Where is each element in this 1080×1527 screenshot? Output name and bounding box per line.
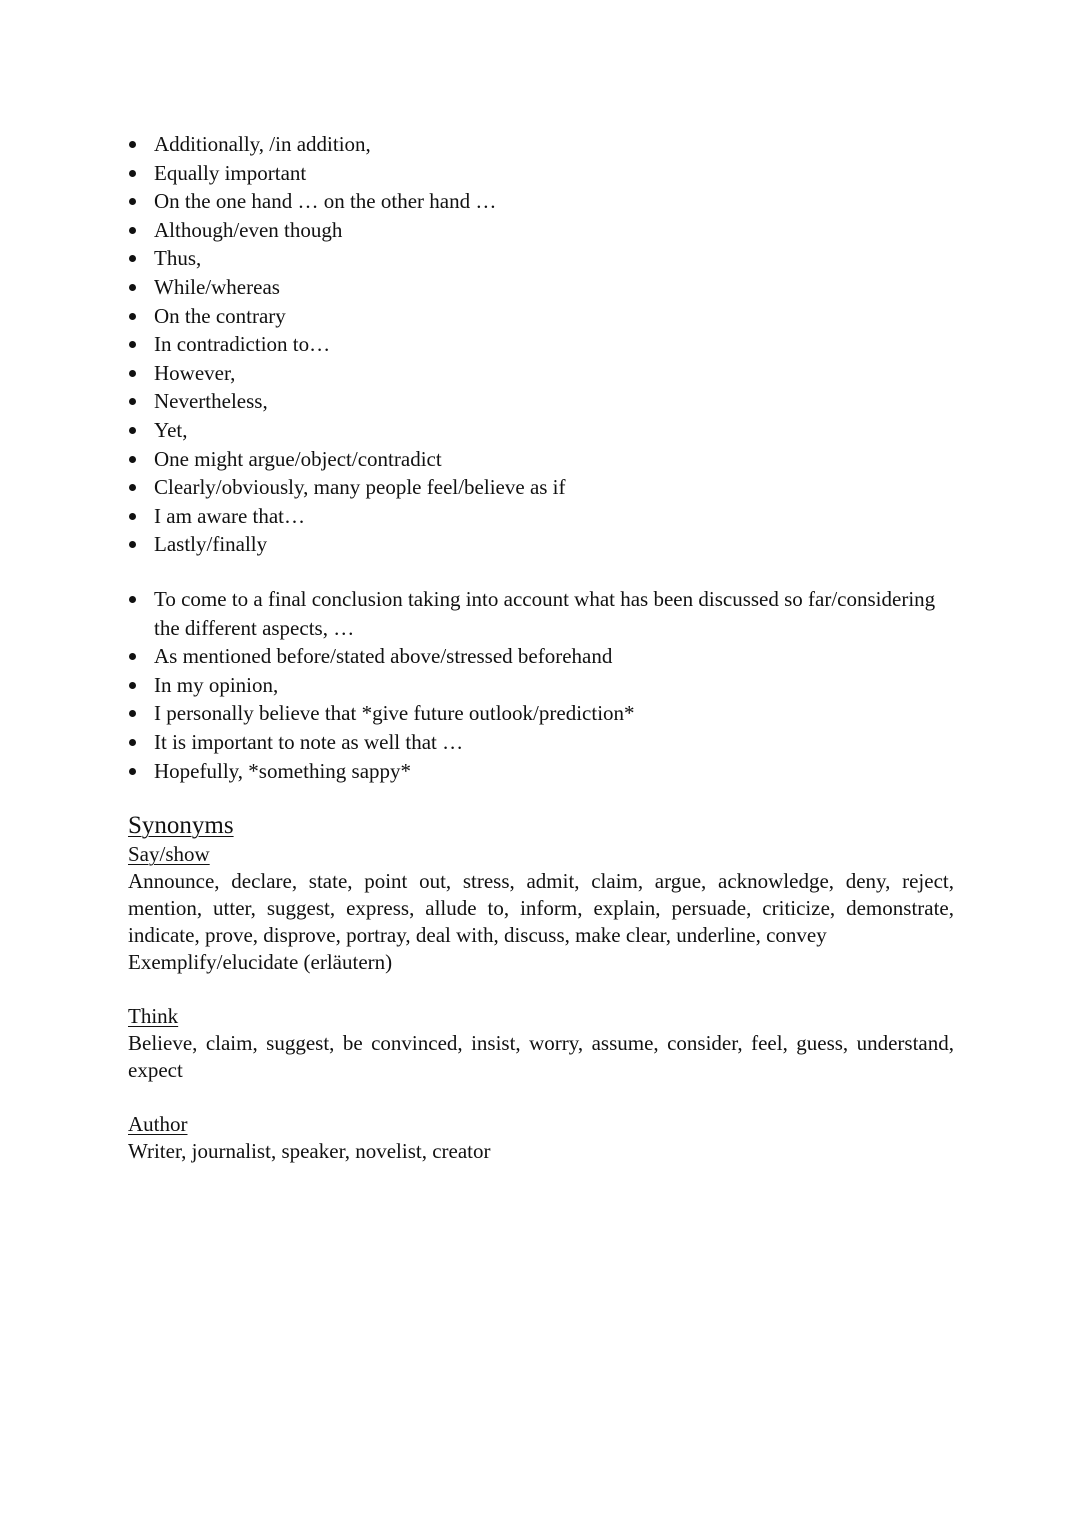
list-item: Clearly/obviously, many people feel/believe as if xyxy=(128,473,958,502)
conclusion-phrases-list xyxy=(128,585,958,785)
list-item: However, xyxy=(128,359,958,388)
list-item: Hopefully, *something sappy* xyxy=(128,757,958,786)
list-item: In my opinion, xyxy=(128,671,958,700)
think-heading: Think xyxy=(128,1004,179,1028)
say-show-heading: Say/show xyxy=(128,842,210,866)
author-section xyxy=(128,1111,954,1165)
list-item: While/whereas xyxy=(128,273,958,302)
say-show-extra: Exemplify/elucidate (erläutern) xyxy=(128,950,393,974)
synonyms-heading: Synonyms xyxy=(128,812,234,839)
list-item: Yet, xyxy=(128,416,958,445)
list-item: One might argue/object/contradict xyxy=(128,445,958,474)
say-show-synonyms: Announce, declare, state, point out, stress, admit, claim, argue, acknowledge, deny, reject, mention, utter, suggest, express, allude to, inform, explain, persuade, criticize, demonstrate, indicate, prove, disprove, portray, deal with, discuss, make clear, underline, convey xyxy=(128,869,954,947)
list-item: I personally believe that *give future outlook/prediction* xyxy=(128,699,958,728)
list-item: Although/even though xyxy=(128,216,958,245)
think-synonyms: Believe, claim, suggest, be convinced, insist, worry, assume, consider, feel, guess, understand, expect xyxy=(128,1031,954,1082)
list-item: Thus, xyxy=(128,244,958,273)
list-item: Additionally, /in addition, xyxy=(128,130,958,159)
think-section xyxy=(128,1003,954,1084)
list-item: As mentioned before/stated above/stressed beforehand xyxy=(128,642,958,671)
list-item: On the one hand … on the other hand … xyxy=(128,187,958,216)
connectives-list xyxy=(128,130,958,559)
list-item: Nevertheless, xyxy=(128,387,958,416)
list-item: To come to a final conclusion taking into account what has been discussed so far/considering the different aspects, … xyxy=(128,585,958,642)
list-item: Equally important xyxy=(128,159,958,188)
list-item: On the contrary xyxy=(128,302,958,331)
list-item: In contradiction to… xyxy=(128,330,958,359)
list-item: I am aware that… xyxy=(128,502,958,531)
list-item: It is important to note as well that … xyxy=(128,728,958,757)
synonyms-section xyxy=(128,811,954,976)
author-heading: Author xyxy=(128,1112,188,1136)
list-item: Lastly/finally xyxy=(128,530,958,559)
author-synonyms: Writer, journalist, speaker, novelist, creator xyxy=(128,1139,491,1163)
